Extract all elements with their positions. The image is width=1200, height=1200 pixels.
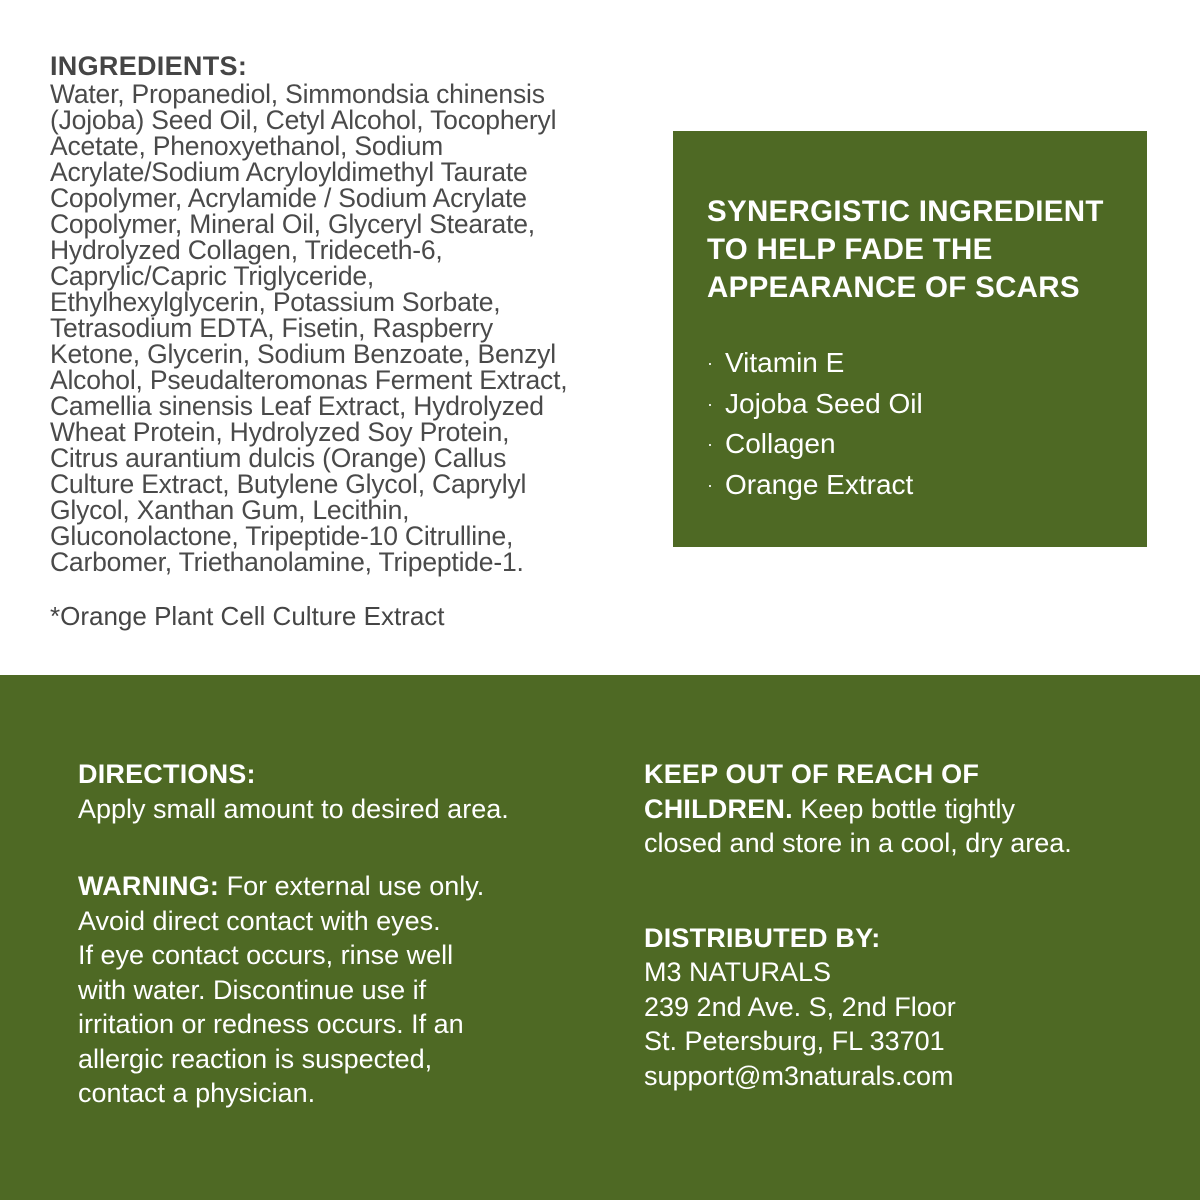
ingredients-line: Glycol, Xanthan Gum, Lecithin, [50, 495, 410, 525]
list-item [707, 424, 1147, 465]
directions-section [78, 757, 548, 826]
ingredients-line: Ethylhexylglycerin, Potassium Sorbate, [50, 287, 501, 317]
list-item-label: Vitamin E [725, 347, 845, 378]
warning-line: with water. Discontinue use if [78, 974, 427, 1005]
ingredients-line: Gluconolactone, Tripeptide-10 Citrulline, [50, 521, 514, 551]
bullet-dot-icon: · [707, 393, 713, 414]
warning-line: allergic reaction is suspected, [78, 1043, 433, 1074]
ingredients-heading: INGREDIENTS: [50, 51, 248, 81]
ingredients-line: Tetrasodium EDTA, Fisetin, Raspberry [50, 313, 493, 343]
info-panel [0, 675, 1200, 1200]
ingredients-line: Wheat Protein, Hydrolyzed Soy Protein, [50, 417, 510, 447]
keep-out-text: Keep bottle tightly [800, 793, 1015, 824]
keep-out-line [644, 792, 1124, 827]
callout-ingredient-list [707, 343, 1147, 505]
ingredients-line: (Jojoba) Seed Oil, Cetyl Alcohol, Tocopheryl [50, 105, 557, 135]
ingredients-line: Citrus aurantium dulcis (Orange) Callus [50, 443, 507, 473]
ingredients-line: Copolymer, Acrylamide / Sodium Acrylate [50, 183, 527, 213]
warning-line: Avoid direct contact with eyes. [78, 905, 441, 936]
ingredients-line: Acrylate/Sodium Acryloyldimethyl Taurate [50, 157, 528, 187]
list-item [707, 384, 1147, 425]
ingredients-line: Culture Extract, Butylene Glycol, Caprylyl [50, 469, 527, 499]
ingredients-line: Ketone, Glycerin, Sodium Benzoate, Benzyl [50, 339, 556, 369]
keep-out-heading-children: CHILDREN. [644, 793, 793, 824]
bullet-dot-icon: · [707, 434, 713, 454]
ingredients-line: Camellia sinensis Leaf Extract, Hydrolyzed [50, 391, 544, 421]
warning-section [78, 869, 548, 1111]
list-item-label: Orange Extract [725, 468, 914, 500]
distributor-name: M3 NATURALS [644, 957, 832, 987]
list-item [707, 465, 1147, 506]
ingredients-line: Acetate, Phenoxyethanol, Sodium [50, 131, 444, 161]
keep-out-of-reach-section [644, 757, 1124, 861]
keep-out-text: closed and store in a cool, dry area. [644, 828, 1072, 858]
ingredients-section [50, 52, 640, 631]
warning-line: contact a physician. [78, 1078, 316, 1108]
distributor-address-line: St. Petersburg, FL 33701 [644, 1026, 945, 1056]
distributed-by-section [644, 921, 1124, 1094]
right-info-column [644, 757, 1124, 1093]
ingredients-line: Copolymer, Mineral Oil, Glyceryl Stearate, [50, 209, 535, 239]
directions-text: Apply small amount to desired area. [78, 793, 509, 824]
bullet-dot-icon: · [707, 353, 713, 373]
synergistic-callout-box [673, 131, 1147, 547]
list-item-label: Jojoba Seed Oil [725, 387, 923, 419]
distributor-address-line: 239 2nd Ave. S, 2nd Floor [644, 991, 956, 1022]
left-info-column [78, 757, 548, 1111]
ingredients-line: Alcohol, Pseudalteromonas Ferment Extract, [50, 365, 568, 395]
distributor-email: support@m3naturals.com [644, 1060, 954, 1091]
warning-line: If eye contact occurs, rinse well [78, 940, 454, 970]
ingredients-footnote: *Orange Plant Cell Culture Extract [50, 601, 445, 631]
list-item [707, 343, 1147, 384]
warning-heading: WARNING: [78, 871, 220, 901]
ingredients-line: Hydrolyzed Collagen, Trideceth-6, [50, 235, 443, 265]
ingredients-line: Water, Propanediol, Simmondsia chinensis [50, 79, 545, 109]
ingredients-list [50, 81, 640, 575]
callout-title-line: TO HELP FADE THE [707, 233, 993, 266]
keep-out-heading: KEEP OUT OF REACH OF [644, 759, 980, 789]
warning-line: For external use only. [226, 871, 485, 901]
callout-title [707, 193, 1127, 307]
callout-title-line: SYNERGISTIC INGREDIENT [707, 195, 1104, 228]
warning-first-line [78, 869, 548, 904]
bullet-dot-icon: · [707, 474, 713, 495]
callout-title-line: APPEARANCE OF SCARS [707, 271, 1080, 304]
ingredients-line: Carbomer, Triethanolamine, Tripeptide-1. [50, 547, 524, 577]
directions-heading: DIRECTIONS: [78, 759, 256, 789]
distributed-heading: DISTRIBUTED BY: [644, 922, 881, 953]
warning-line: irritation or redness occurs. If an [78, 1009, 464, 1039]
list-item-label: Collagen [725, 428, 836, 459]
ingredients-line: Caprylic/Capric Triglyceride, [50, 261, 375, 291]
